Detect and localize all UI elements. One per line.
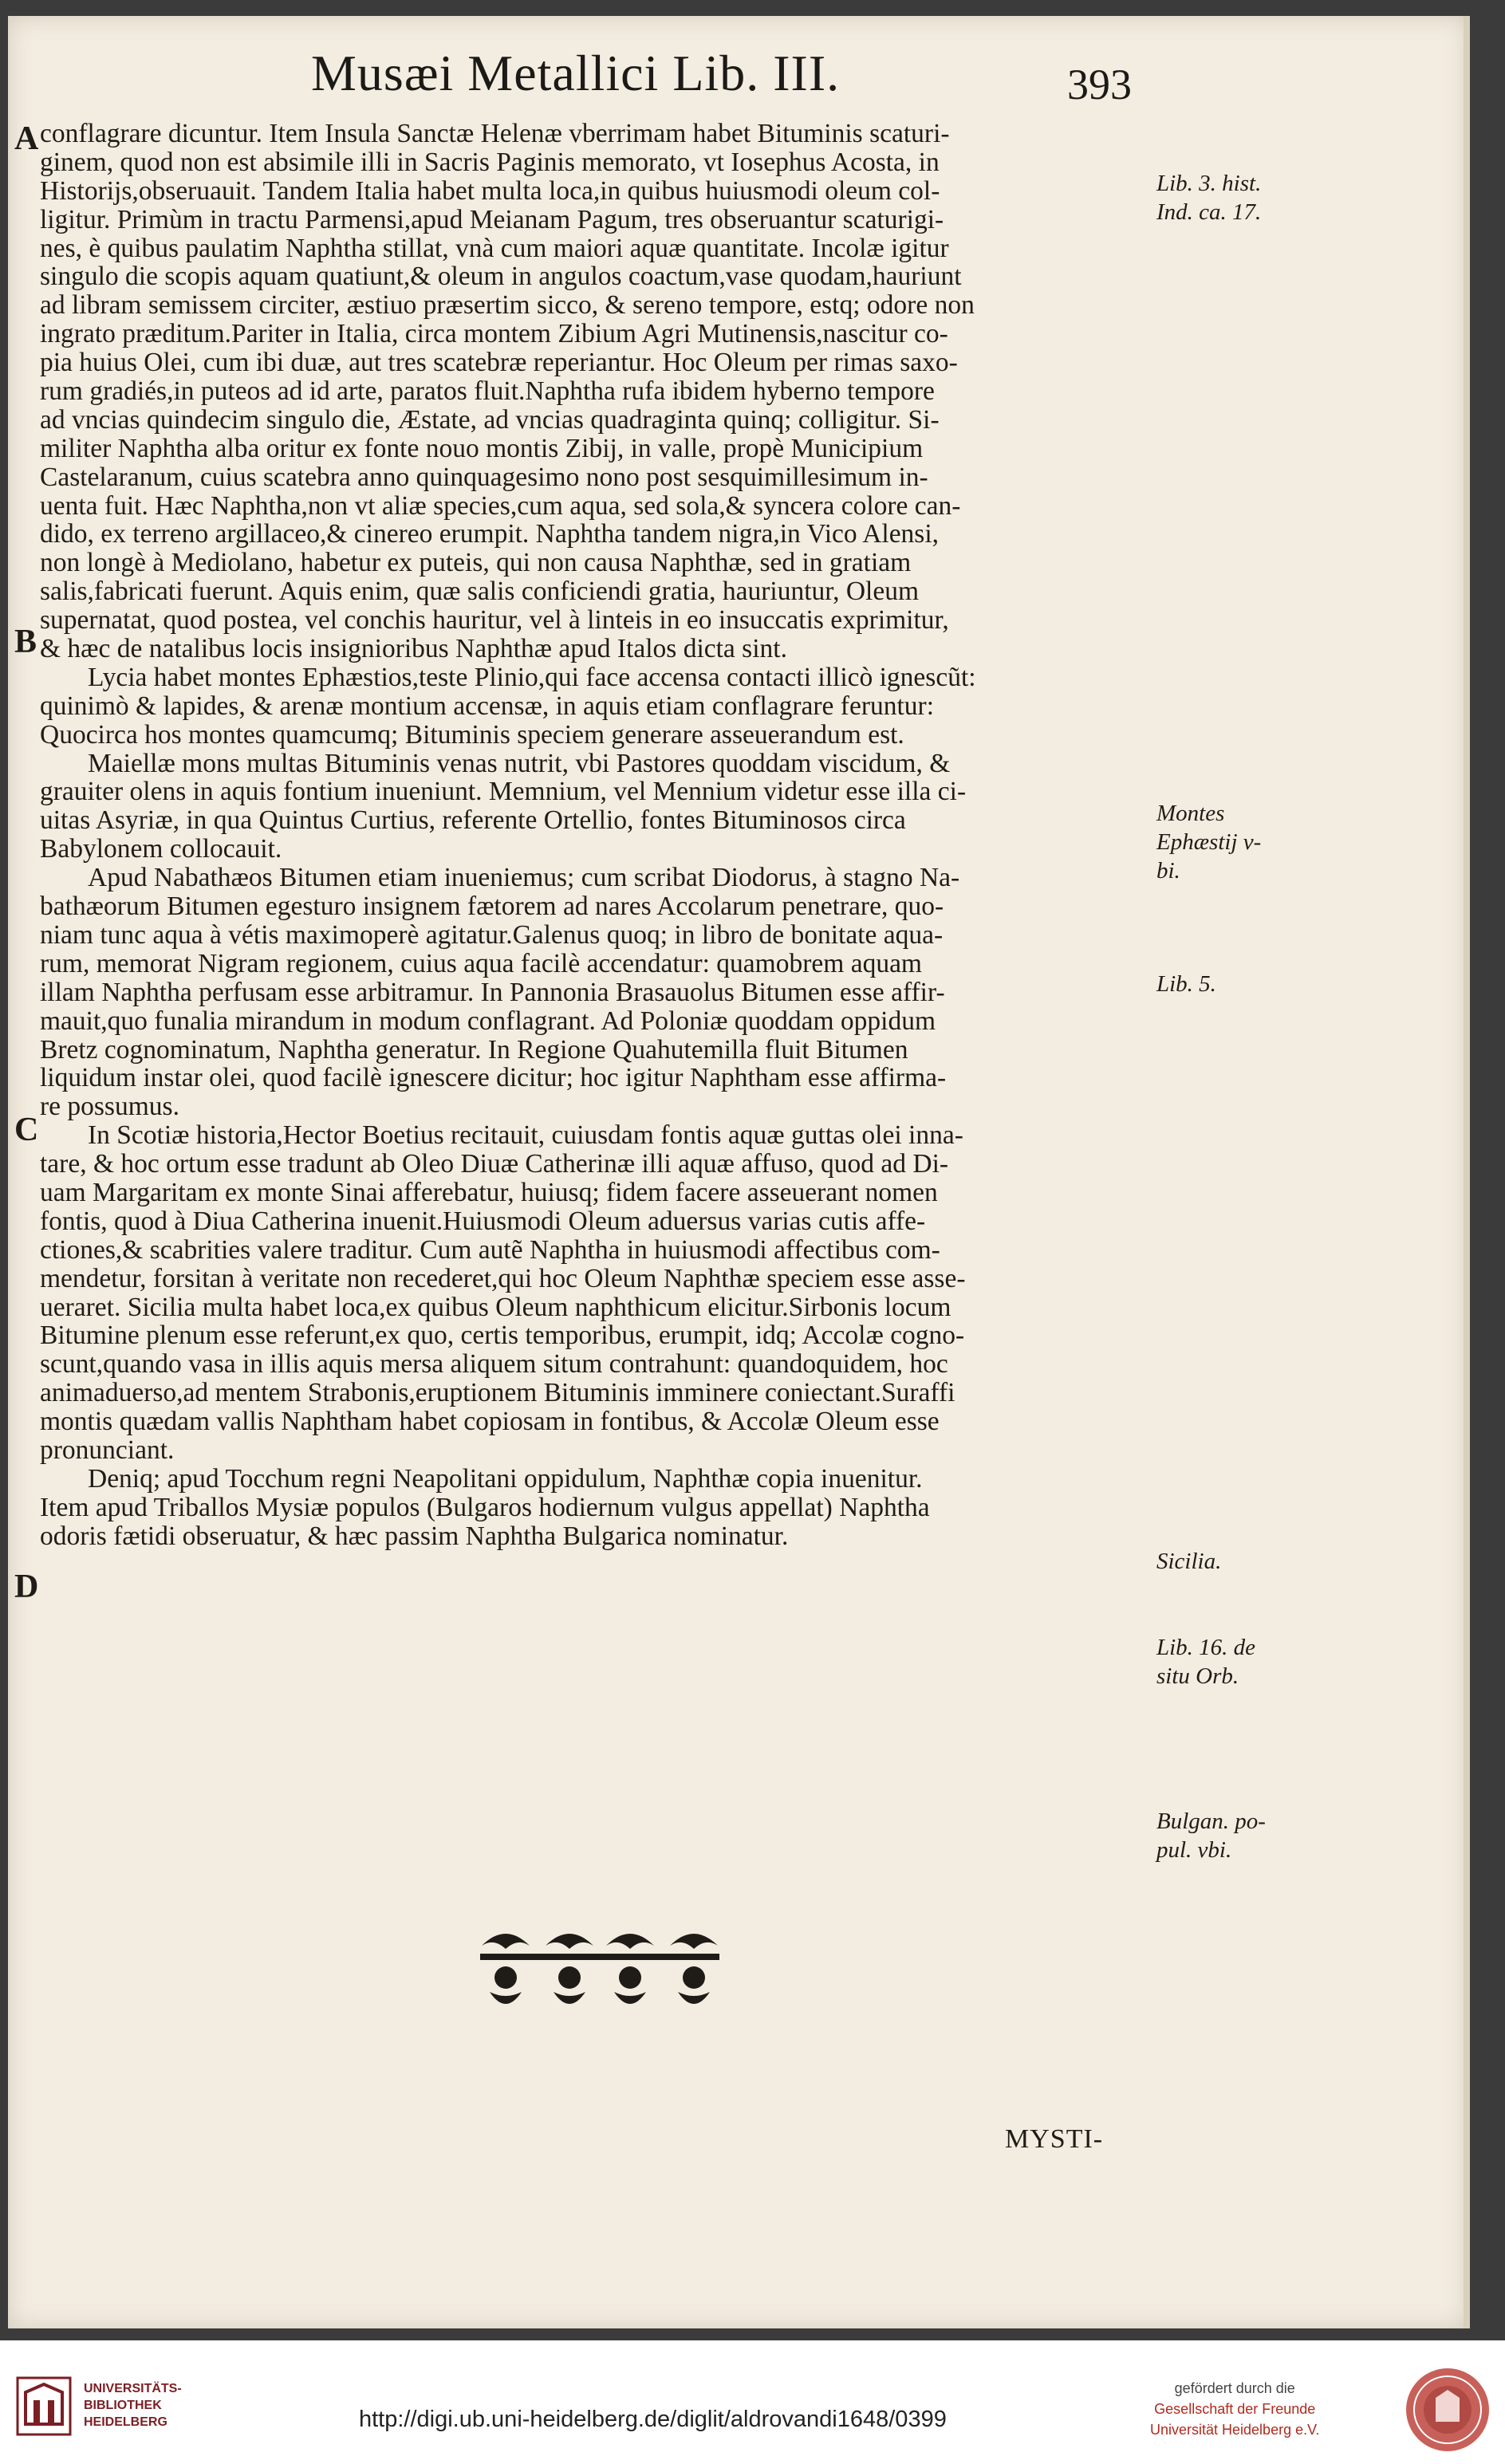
permalink-url[interactable]: http://digi.ub.uni-heidelberg.de/diglit/aldrovandi1648/0399: [359, 2407, 947, 2432]
text-line: quinimò & lapides, & arenæ montium accensæ, in aquis etiam conflagrare feruntur:: [40, 691, 935, 721]
text-line: dido, ex terreno argillaceo,& cinereo erumpit. Naphtha tandem nigra,in Vico Alensi,: [40, 520, 940, 549]
text-line: ingrato præditum.Pariter in Italia, circa montem Zibium Agri Mutinensis,nascitur co-: [40, 320, 948, 349]
text-line: animaduerso,ad mentem Strabonis,eruptionem Bituminis imminere coniectant.Suraffi: [40, 1379, 955, 1408]
library-name-line: UNIVERSITÄTS-: [84, 2382, 182, 2395]
text-line: Apud Nabathæos Bitumen etiam inueniemus; cum scribat Diodorus, à stagno Na-: [88, 864, 960, 893]
text-line: Deniq; apud Tocchum regni Neapolitani oppidulum, Naphthæ copia inuenitur.: [88, 1464, 923, 1494]
text-line: militer Naphtha alba oritur ex fonte nouo montis Zibij, in valle, propè Municipium: [40, 434, 924, 463]
page-edge: [1464, 16, 1470, 2328]
text-line: ctiones,& scabrities valere traditur. Cum autẽ Naphtha in huiusmodi affectibus com-: [40, 1235, 940, 1265]
text-line: Bitumine plenum esse referunt,ex quo, certis temporibus, erumpit, idq; Accolæ cogno-: [40, 1321, 965, 1351]
text-line: singulo die scopis aquam quatiunt,& oleum in angulos coactum,vase quodam,hauriunt: [40, 262, 962, 292]
text-line: montis quædam vallis Naphtham habet copiosam in fontibus, & Accolæ Oleum esse: [40, 1407, 940, 1436]
marginal-note: Lib. 3. hist.: [1156, 171, 1262, 196]
running-title: Musæi Metallici Lib. III.: [311, 45, 841, 101]
text-line: pia huius Olei, cum ibi duæ, aut tres scatebræ reperiantur. Hoc Oleum per rimas saxo-: [40, 348, 958, 378]
sponsor-line: Universität Heidelberg e.V.: [1150, 2422, 1320, 2438]
marginal-note: Sicilia.: [1156, 1549, 1222, 1574]
text-line: Item apud Triballos Mysiæ populos (Bulgaros hodiernum vulgus appellat) Naphtha: [40, 1493, 930, 1522]
library-name-line: HEIDELBERG: [84, 2415, 167, 2429]
text-line: Historijs,obseruauit. Tandem Italia habet multa loca,in quibus huiusmodi oleum col-: [40, 176, 940, 206]
text-line: ginem, quod non est absimile illi in Sacris Paginis memorato, vt Iosephus Acosta, in: [40, 148, 940, 177]
text-line: pronunciant.: [40, 1435, 175, 1465]
text-line: ligitur. Primùm in tractu Parmensi,apud Meianam Pagum, tres obseruantur scaturigi-: [40, 205, 944, 234]
text-line: & hæc de natalibus locis insignioribus Naphthæ apud Italos dicta sint.: [40, 635, 787, 663]
text-line: uenta fuit. Hæc Naphtha,non vt aliæ species,cum aqua, sed sola,& syncera colore can-: [40, 491, 961, 521]
text-line: conflagrare dicuntur. Item Insula Sanctæ Helenæ vberrimam habet Bituminis scaturi-: [40, 120, 950, 148]
text-line: odoris fætidi obseruatur, & hæc passim Naphtha Bulgarica nominatur.: [40, 1521, 789, 1551]
main-text: [40, 120, 1156, 1551]
section-letter-b: B: [14, 624, 37, 660]
text-line: liquidum instar olei, quod facilè ignescere dicitur; hoc igitur Naphtham esse affirma-: [40, 1064, 947, 1093]
text-line: illam Naphtha perfusam esse arbitramur. In Pannonia Brasauolus Bitumen esse affir-: [40, 978, 945, 1007]
library-logo-icon: [16, 2376, 72, 2436]
text-line: rum, memorat Nigram regionem, cuius aqua facilè accendatur: quamobrem aquam: [40, 949, 922, 978]
text-line: fontis, quod à Diua Catherina inuenit.Huiusmodi Oleum aduersus varias cutis affe-: [40, 1206, 926, 1236]
marginal-note: Bulgan. po-: [1156, 1809, 1266, 1834]
text-line: uitas Asyriæ, in qua Quintus Curtius, referente Ortellio, fontes Bituminosos circa: [40, 806, 906, 836]
marginal-note: Lib. 5.: [1156, 971, 1216, 997]
text-line: nes, è quibus paulatim Naphtha stillat, vnà cum maiori aquæ quantitate. Incolæ igitur: [40, 234, 949, 263]
text-line: grauiter olens in aquis fontium inueniunt. Memnium, vel Mennium videtur esse illa ci-: [40, 777, 967, 807]
text-line: mauit,quo funalia mirandum in modum conflagrant. Ad Poloniæ quoddam oppidum: [40, 1006, 936, 1036]
section-letter-d: D: [14, 1569, 39, 1605]
marginal-note: situ Orb.: [1156, 1663, 1239, 1689]
sponsor-line: Gesellschaft der Freunde: [1154, 2401, 1316, 2417]
text-line: Babylonem collocauit.: [40, 835, 282, 864]
text-line: bathæorum Bitumen egesturo insignem fætorem ad nares Accolarum penetrare, quo-: [40, 892, 944, 921]
printers-ornament-icon: [474, 1922, 726, 2016]
text-line: uam Margaritam ex monte Sinai afferebatur, huiusq; fidem facere asseuerant nomen: [40, 1178, 938, 1207]
marginal-note: Lib. 16. de: [1156, 1635, 1256, 1660]
text-line: ad vncias quindecim singulo die, Æstate, ad vncias quadraginta quinq; colligitur. Si-: [40, 405, 940, 435]
text-line: rum gradiés,in puteos ad id arte, paratos fluit.Naphtha rufa ibidem hyberno tempore: [40, 377, 935, 406]
marginal-note: pul. vbi.: [1156, 1837, 1232, 1863]
library-name-line: BIBLIOTHEK: [84, 2399, 162, 2412]
section-letter-c: C: [14, 1112, 39, 1148]
university-seal-icon: [1404, 2366, 1491, 2454]
text-line: ad libram semissem circiter, æstiuo præsertim sicco, & sereno tempore, estq; odore non: [40, 291, 975, 321]
text-line: non longè à Mediolano, habetur ex puteis, qui non causa Naphthæ, sed in gratiam: [40, 549, 912, 578]
text-line: Bretz cognominatum, Naphtha generatur. In Regione Quahutemilla fluit Bitumen: [40, 1035, 908, 1065]
text-line: scunt,quando vasa in illis aquis mersa aliquem situm contrahunt: quandoquidem, hoc: [40, 1350, 948, 1380]
text-line: Castelaranum, cuius scatebra anno quinquagesimo nono post sesquimillesimum in-: [40, 462, 928, 492]
text-line: supernatat, quod postea, vel conchis hauritur, vel à linteis in eo insuccatis exprimitur,: [40, 606, 949, 636]
page-number: 393: [1067, 61, 1132, 108]
section-letter-a: A: [14, 120, 39, 157]
marginal-note: bi.: [1156, 858, 1180, 884]
text-line: salis,fabricati fuerunt. Aquis enim, quæ salis conficiendi gratia, hauriuntur, Oleum: [40, 577, 920, 607]
library-name: [84, 2380, 182, 2431]
marginal-note: Ephæstij v-: [1156, 829, 1262, 855]
sponsor-by: gefördert durch die: [1174, 2380, 1295, 2396]
text-line: Lycia habet montes Ephæstios,teste Plinio,qui face accensa contacti illicò ignescũt:: [88, 663, 976, 692]
text-line: ueraret. Sicilia multa habet loca,ex quibus Oleum naphthicum elicitur.Sirbonis locum: [40, 1293, 951, 1322]
marginal-note: Ind. ca. 17.: [1156, 199, 1262, 225]
sponsor-credit: [1150, 2378, 1319, 2440]
text-line: Maiellæ mons multas Bituminis venas nutrit, vbi Pastores quoddam viscidum, &: [88, 749, 951, 778]
marginal-note: Montes: [1156, 801, 1225, 826]
catchword: MYSTI-: [1005, 2124, 1104, 2154]
text-line: Quocirca hos montes quamcumq; Bituminis speciem generare asseuerandum est.: [40, 720, 904, 750]
text-line: In Scotiæ historia,Hector Boetius recitauit, cuiusdam fontis aquæ guttas olei inna-: [88, 1121, 963, 1151]
text-line: re possumus.: [40, 1092, 179, 1122]
text-line: niam tunc aqua à vétis maximoperè agitatur.Galenus quoq; in libro de bonitate aqua-: [40, 920, 944, 950]
text-line: tare, & hoc ortum esse tradunt ab Oleo Diuæ Catherinæ illi aquæ affuso, quod ad Di-: [40, 1150, 949, 1179]
text-line: mendetur, forsitan à veritate non recederet,qui hoc Oleum Naphthæ speciem esse asse-: [40, 1264, 966, 1293]
